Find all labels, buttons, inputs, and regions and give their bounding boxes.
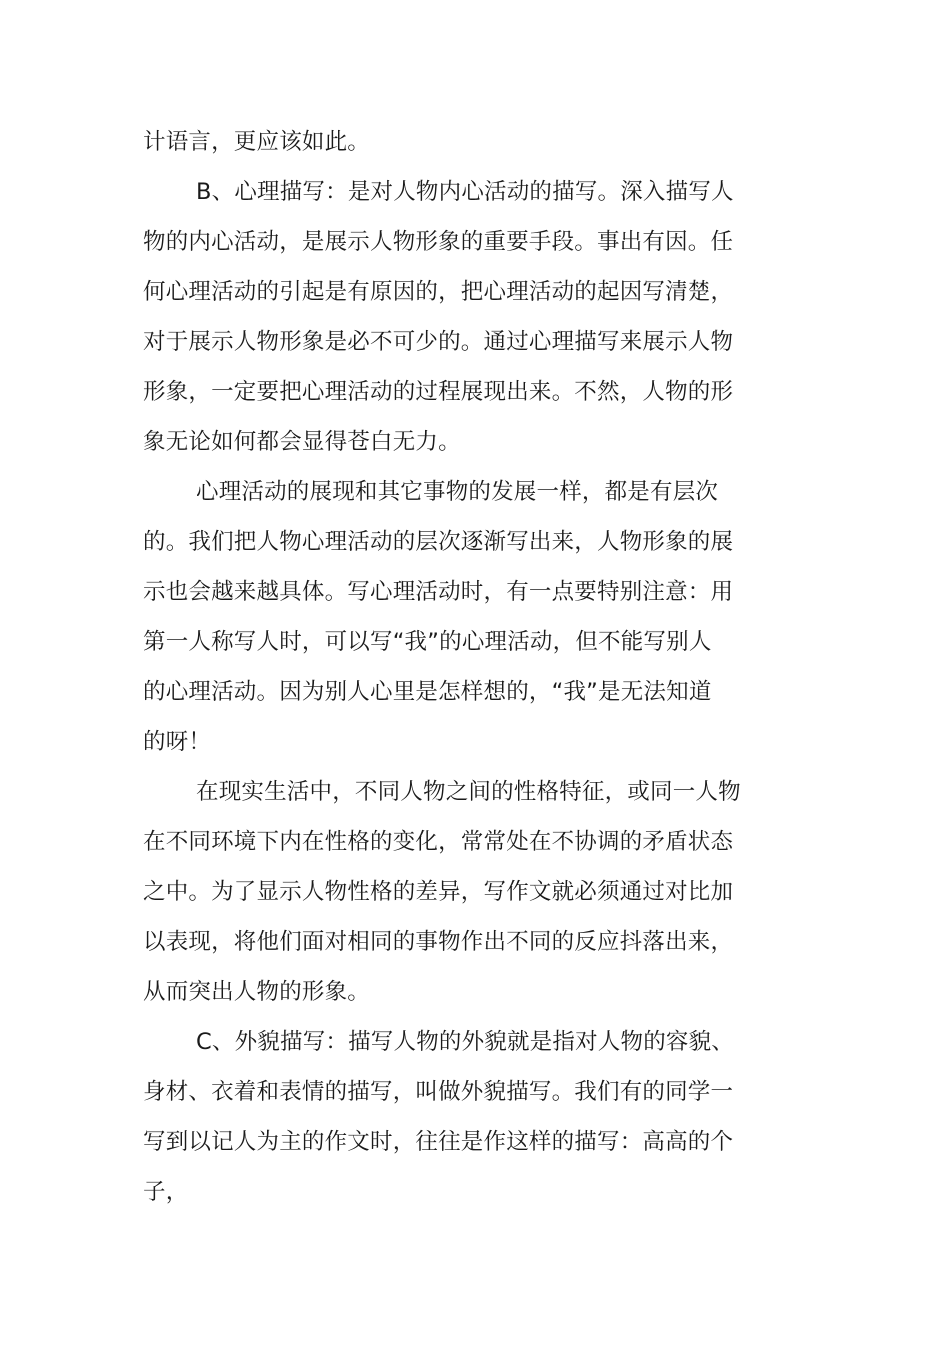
text-line: 的呀！ [143, 729, 212, 755]
text-line: 身材、衣着和表情的描写，叫做外貌描写。我们有的同学一 [143, 1079, 734, 1105]
text-line: 以表现，将他们面对相同的事物作出不同的反应抖落出来， [143, 929, 734, 955]
text-line: 何心理活动的引起是有原因的，把心理活动的起因写清楚， [143, 279, 734, 305]
text-line: 子， [143, 1179, 189, 1205]
text-line: 在不同环境下内在性格的变化，常常处在不协调的矛盾状态 [143, 829, 734, 855]
text-line: 物的内心活动，是展示人物形象的重要手段。事出有因。任 [143, 229, 734, 255]
text-line: 的心理活动。因为别人心里是怎样想的，“我”是无法知道 [143, 679, 712, 705]
text-line: 形象，一定要把心理活动的过程展现出来。不然，人物的形 [143, 379, 734, 405]
text-line: 的。我们把人物心理活动的层次逐渐写出来，人物形象的展 [143, 529, 734, 555]
text-line: 象无论如何都会显得苍白无力。 [143, 429, 461, 455]
text-line: 示也会越来越具体。写心理活动时，有一点要特别注意：用 [143, 579, 734, 605]
paragraph-first-line: B、心理描写：是对人物内心活动的描写。深入描写人 [196, 179, 734, 205]
paragraph-first-line: C、外貌描写：描写人物的外貌就是指对人物的容貌、 [196, 1029, 735, 1055]
text-line: 对于展示人物形象是必不可少的。通过心理描写来展示人物 [143, 329, 734, 355]
paragraph-first-line: 在现实生活中，不同人物之间的性格特征，或同一人物 [196, 779, 741, 805]
text-line: 从而突出人物的形象。 [143, 979, 371, 1005]
text-line: 写到以记人为主的作文时，往往是作这样的描写：高高的个 [143, 1129, 734, 1155]
paragraph-first-line: 心理活动的展现和其它事物的发展一样，都是有层次 [196, 479, 719, 505]
text-line: 之中。为了显示人物性格的差异，写作文就必须通过对比加 [143, 879, 734, 905]
text-line: 第一人称写人时，可以写“我”的心理活动，但不能写别人 [143, 629, 712, 655]
text-line: 计语言，更应该如此。 [143, 129, 371, 155]
